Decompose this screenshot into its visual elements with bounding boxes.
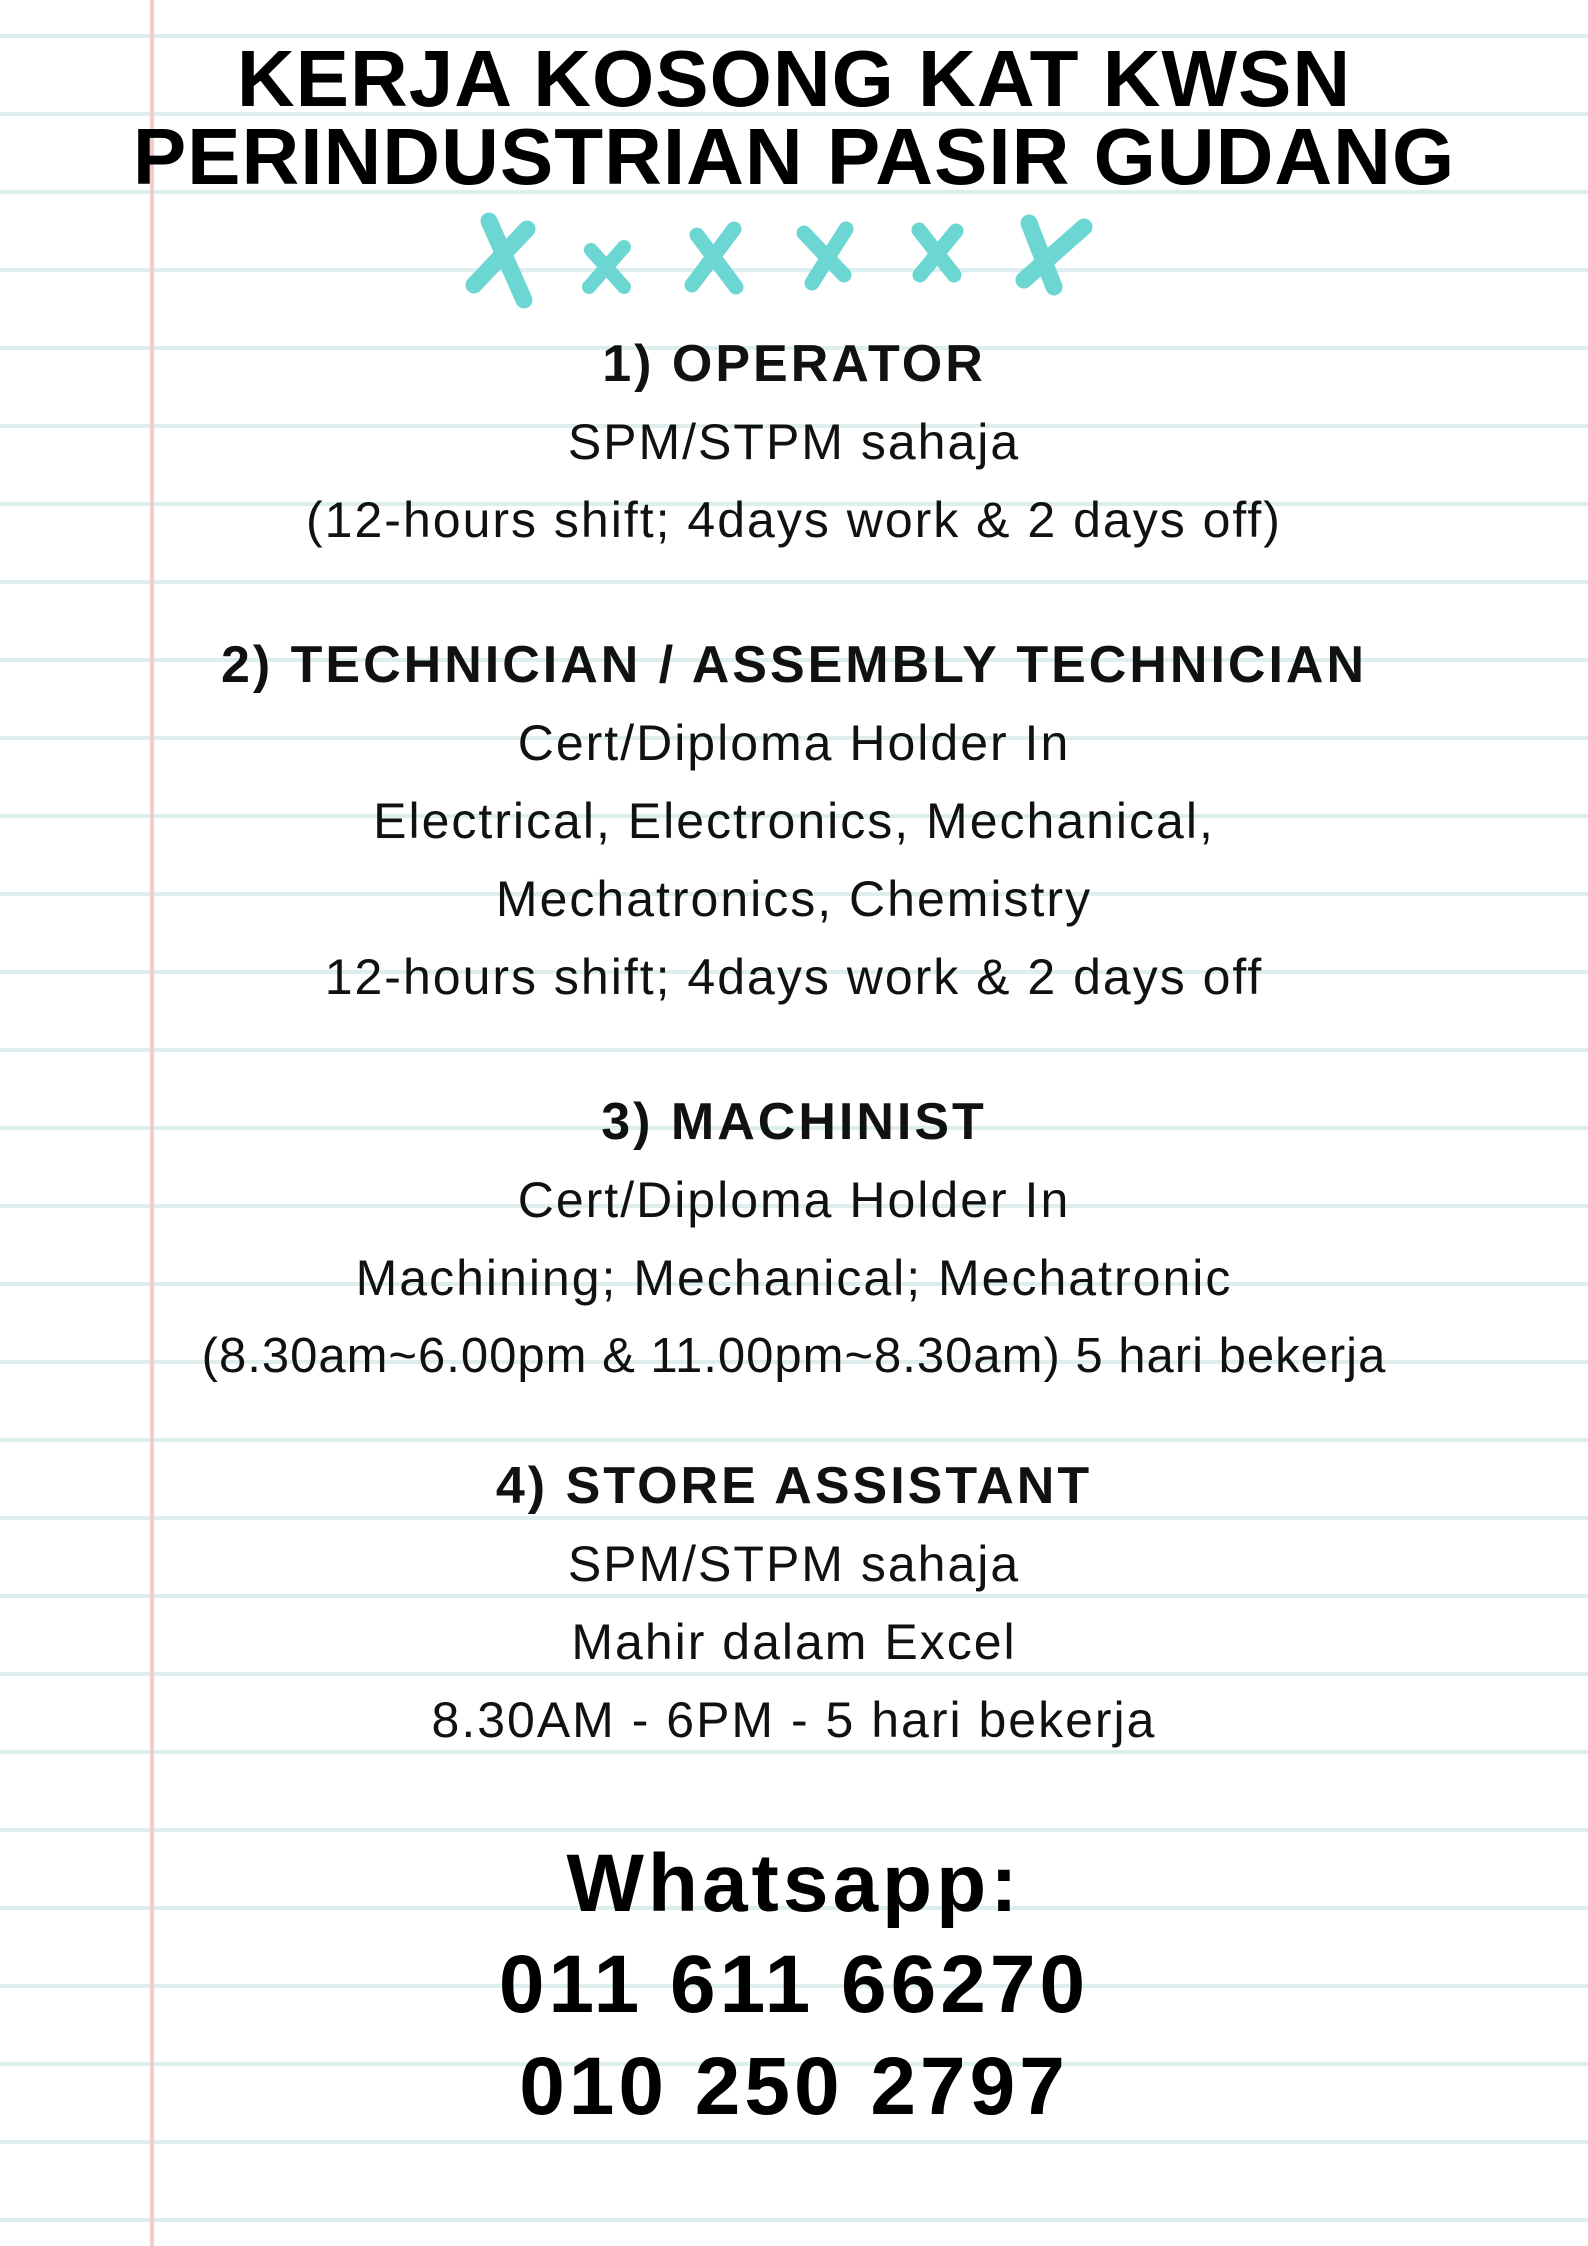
job-detail-line: Mahir dalam Excel bbox=[571, 1614, 1017, 1670]
job-detail-line: Machining; Mechanical; Mechatronic bbox=[355, 1250, 1233, 1306]
phone-number-1[interactable]: 011 611 66270 bbox=[498, 1939, 1090, 2030]
job-title-technician: 2) TECHNICIAN / ASSEMBLY TECHNICIAN bbox=[220, 636, 1368, 694]
poster-title-line-1: KERJA KOSONG KAT KWSN bbox=[236, 34, 1352, 123]
x-marks-icon bbox=[464, 205, 1124, 310]
job-detail-line: 8.30AM - 6PM - 5 hari bekerja bbox=[431, 1692, 1157, 1748]
job-detail-line: (8.30am~6.00pm & 11.00pm~8.30am) 5 hari bekerja bbox=[201, 1329, 1387, 1383]
job-detail-line: Mechatronics, Chemistry bbox=[495, 871, 1093, 927]
job-title-machinist: 3) MACHINIST bbox=[601, 1093, 987, 1151]
job-detail-line: Cert/Diploma Holder In bbox=[517, 715, 1071, 771]
job-detail-line: (12-hours shift; 4days work & 2 days off) bbox=[306, 492, 1282, 548]
job-title-operator: 1) OPERATOR bbox=[602, 335, 986, 393]
job-detail-line: Electrical, Electronics, Mechanical, bbox=[373, 793, 1215, 849]
poster-title-line-2: PERINDUSTRIAN PASIR GUDANG bbox=[132, 112, 1456, 201]
job-detail-line: Cert/Diploma Holder In bbox=[517, 1172, 1071, 1228]
job-detail-line: 12-hours shift; 4days work & 2 days off bbox=[324, 949, 1264, 1005]
whatsapp-label: Whatsapp: bbox=[566, 1838, 1022, 1929]
phone-number-2[interactable]: 010 250 2797 bbox=[519, 2041, 1069, 2132]
x-marks-decoration bbox=[0, 205, 1588, 310]
job-detail-line: SPM/STPM sahaja bbox=[567, 414, 1021, 470]
job-title-store-assistant: 4) STORE ASSISTANT bbox=[495, 1457, 1093, 1515]
job-detail-line: SPM/STPM sahaja bbox=[567, 1536, 1021, 1592]
